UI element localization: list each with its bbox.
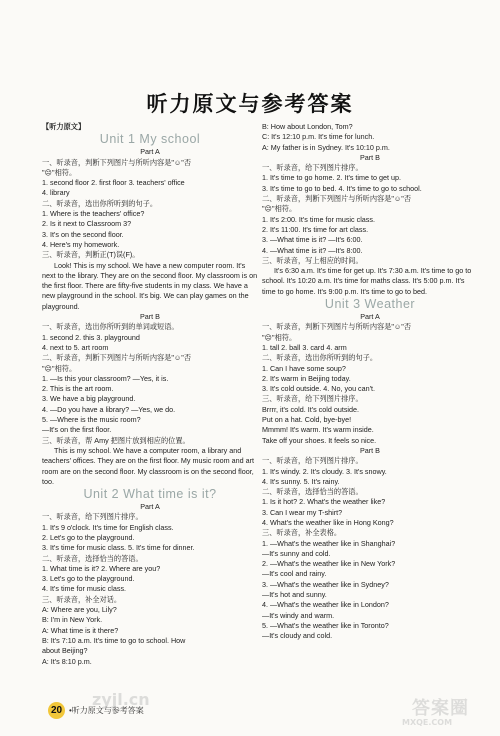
text-line: 2. It's 11:00. It's time for art class. bbox=[262, 224, 369, 234]
text-line: A: My father is in Sydney. It's 10:10 p.m. bbox=[262, 142, 390, 152]
text-line: 3. Can I wear my T-shirt? bbox=[262, 507, 343, 517]
text-line: Put on a hat. Cold, bye-bye! bbox=[262, 415, 352, 425]
text-line: 3. It's time to go to bed. 4. It's time to go to school. bbox=[262, 183, 422, 193]
text-line: —It's hot and sunny. bbox=[262, 590, 327, 600]
text-line: 2. This is the art room. bbox=[42, 384, 114, 394]
text-line: —It's cool and rainy. bbox=[262, 569, 327, 579]
part-heading: Part B bbox=[360, 445, 380, 455]
page-title: 听力原文与参考答案 bbox=[146, 92, 354, 116]
text-line: 1. It's time to go home. 2. It's time to get up. bbox=[262, 173, 401, 183]
text-line: 三、听录音，补全表格。 bbox=[262, 528, 342, 538]
text-line: 5. —Where is the music room? bbox=[42, 415, 141, 425]
text-line: 2. Let's go to the playground. bbox=[42, 532, 135, 542]
text-line: 二、听录音，判断下列图片与所听内容是"☺"否 bbox=[42, 353, 192, 363]
part-heading: Part B bbox=[140, 312, 160, 322]
text-line: —It's windy and warm. bbox=[262, 610, 335, 620]
watermark-right-url: MXQE.COM bbox=[402, 718, 453, 727]
text-line: —It's sunny and cold. bbox=[262, 548, 331, 558]
text-line: 二、听录音，选出你所听到的句子。 bbox=[262, 353, 378, 363]
text-line: 3. —What's the weather like in Sydney? bbox=[262, 579, 389, 589]
text-line: 二、听录音，判断下列图片与所听内容是"☺"否 bbox=[262, 194, 412, 204]
text-line: 4. Here's my homework. bbox=[42, 239, 120, 249]
text-line: B: I'm in New York. bbox=[42, 615, 103, 625]
text-line: 一、听录音，判断下列图片与所听内容是"☺"否 bbox=[262, 322, 412, 332]
text-line: A: What time is it there? bbox=[42, 625, 119, 635]
text-line: 1. It's 9 o'clock. It's time for English class. bbox=[42, 522, 174, 532]
text-line: 3. It's on the second floor. bbox=[42, 229, 124, 239]
text-line: 三、听录音，给下列图片排序。 bbox=[262, 394, 363, 404]
text-line: 二、听录音，选出你所听到的句子。 bbox=[42, 198, 158, 208]
text-line: Take off your shoes. It feels so nice. bbox=[262, 435, 377, 445]
text-line: about Beijing? bbox=[42, 646, 88, 656]
part-heading: Part A bbox=[140, 147, 160, 157]
watermark-right: 答案圈 bbox=[412, 698, 469, 719]
text-line: 4. It's sunny. 5. It's rainy. bbox=[262, 476, 340, 486]
text-line: 二、听录音，选择恰当的答语。 bbox=[42, 553, 143, 563]
text-line: 3. It's time for music class. 5. It's time for dinner. bbox=[42, 543, 195, 553]
unit-heading: Unit 1 My school bbox=[99, 132, 201, 147]
part-heading: Part A bbox=[140, 502, 160, 512]
text-line: 1. Is it hot? 2. What's the weather like? bbox=[262, 497, 386, 507]
text-line: B: How about London, Tom? bbox=[262, 122, 353, 131]
text-line: 4. —Do you have a library? —Yes, we do. bbox=[42, 404, 176, 414]
text-line: 1. second 2. this 3. playground bbox=[42, 332, 140, 342]
part-heading: Part B bbox=[360, 152, 380, 162]
text-line: 2. It's warm in Beijing today. bbox=[262, 373, 351, 383]
text-line: —It's cloudy and cold. bbox=[262, 631, 333, 641]
footer-label: •听力原文与参考答案 bbox=[69, 705, 144, 715]
page-number: 20 bbox=[48, 702, 65, 719]
right-column bbox=[262, 122, 478, 642]
text-line: 三、听录音，帮 Amy 把图片放到相应的位置。 bbox=[42, 435, 190, 445]
text-line: 3. It's cold outside. 4. No, you can't. bbox=[262, 384, 376, 394]
left-column bbox=[42, 122, 258, 667]
text-line: "☹"相符。 bbox=[262, 204, 297, 214]
text-line: 一、听录音，给下列图片排序。 bbox=[42, 512, 143, 522]
text-line: 1. —Is this your classroom? —Yes, it is. bbox=[42, 373, 169, 383]
text-line: 三、听录音，写上相应的时间。 bbox=[262, 255, 363, 265]
text-line: 2. Is it next to Classroom 3? bbox=[42, 219, 132, 229]
text-line: 1. —What's the weather like in Shanghai? bbox=[262, 538, 396, 548]
text-line: 4. —What time is it? —It's 8:00. bbox=[262, 245, 363, 255]
unit-heading: Unit 3 Weather bbox=[324, 297, 416, 312]
text-line: 4. library bbox=[42, 188, 70, 198]
text-line: 1. Where is the teachers' office? bbox=[42, 209, 145, 219]
text-line: 二、听录音，选择恰当的答语。 bbox=[262, 487, 363, 497]
text-line: "☹"相符。 bbox=[42, 167, 77, 177]
paragraph: This is my school. We have a computer room, a library and teachers' offices. They are on the first floor. My music room and art room are on the second floor. My classroom is on the second floor, too. bbox=[42, 445, 255, 486]
text-line: 三、听录音，补全对话。 bbox=[42, 594, 122, 604]
text-line: A: It's 8:10 p.m. bbox=[42, 656, 92, 666]
text-line: 4. It's time for music class. bbox=[42, 584, 127, 594]
text-line: "☹"相符。 bbox=[262, 332, 297, 342]
text-line: 1. It's windy. 2. It's cloudy. 3. It's snowy. bbox=[262, 466, 387, 476]
text-line: "☹"相符。 bbox=[42, 363, 77, 373]
text-line: 2. —What's the weather like in New York? bbox=[262, 559, 396, 569]
paragraph: Look! This is my school. We have a new computer room. It's next to the library. They are on the second floor. My classroom is on the first floor. There are fifty-five students in my class. We have a new playground in the school. It's big. We can play games on the playground. bbox=[42, 260, 258, 311]
text-line: 1. Can I have some soup? bbox=[262, 363, 346, 373]
text-line: 【听力原文】 bbox=[42, 122, 86, 131]
text-line: Brrrr, it's cold. It's cold outside. bbox=[262, 404, 360, 414]
text-line: A: Where are you, Lily? bbox=[42, 605, 117, 615]
text-line: B: It's 7:10 a.m. It's time to go to school. How bbox=[42, 635, 186, 645]
text-line: 一、听录音，给下列图片排序。 bbox=[262, 456, 363, 466]
text-line: 4. What's the weather like in Hong Kong? bbox=[262, 517, 394, 527]
text-line: 1. It's 2:00. It's time for music class. bbox=[262, 214, 375, 224]
text-line: 4. —What's the weather like in London? bbox=[262, 600, 389, 610]
text-line: —It's on the first floor. bbox=[42, 425, 112, 435]
text-line: 一、听录音，选出你所听到的单词或短语。 bbox=[42, 322, 179, 332]
unit-heading: Unit 2 What time is it? bbox=[83, 487, 217, 502]
text-line: 4. next to 5. art room bbox=[42, 342, 109, 352]
text-line: 3. —What time is it? —It's 6:00. bbox=[262, 235, 363, 245]
text-line: 1. What time is it? 2. Where are you? bbox=[42, 563, 161, 573]
text-line: 一、听录音，判断下列图片与所听内容是"☺"否 bbox=[42, 157, 192, 167]
text-line: 一、听录音，给下列图片排序。 bbox=[262, 163, 363, 173]
text-line: 5. —What's the weather like in Toronto? bbox=[262, 620, 389, 630]
text-line: Mmmm! It's warm. It's warm inside. bbox=[262, 425, 374, 435]
text-line: C: It's 12:10 p.m. It's time for lunch. bbox=[262, 132, 375, 142]
text-line: 三、听录音，判断正(T)误(F)。 bbox=[42, 250, 140, 260]
watermark-left: zyjl.cn bbox=[92, 690, 150, 709]
part-heading: Part A bbox=[360, 312, 380, 322]
text-line: 1. second floor 2. first floor 3. teachers' office bbox=[42, 178, 185, 188]
text-line: 1. tall 2. ball 3. card 4. arm bbox=[262, 342, 347, 352]
text-line: 3. Let's go to the playground. bbox=[42, 574, 135, 584]
text-line: 3. We have a big playground. bbox=[42, 394, 136, 404]
paragraph: It's 6:30 a.m. It's time for get up. It's 7:30 a.m. It's time to go to school. It's 10:20 a.m. It's time for maths class. It's 5:00 p.m. It's time to go home. It's 9:00 p.m. It's time to go to bed. bbox=[262, 266, 472, 296]
